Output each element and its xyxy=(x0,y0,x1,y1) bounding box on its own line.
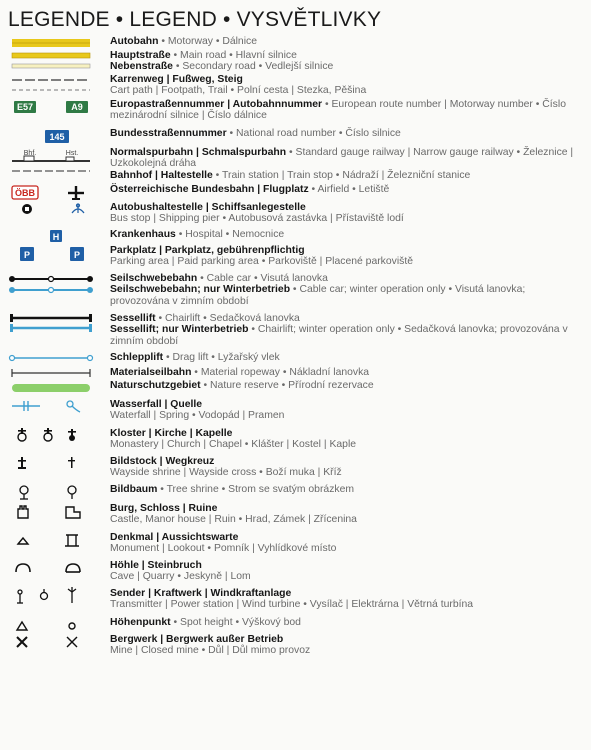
legend-label-translation: • Secondary road • Vedlejší silnice xyxy=(172,61,334,73)
badge-e57: E57 xyxy=(16,102,34,112)
legend-label-main: Hauptstraße xyxy=(110,50,171,61)
legend-line xyxy=(110,571,584,582)
legend-label-main: Höhenpunkt xyxy=(110,617,171,628)
legend-label-main: Autobahn xyxy=(110,36,159,47)
legend-entry-text xyxy=(110,229,584,240)
legend-entry-castle xyxy=(0,503,591,532)
legend-line xyxy=(110,61,584,72)
chairlift-symbol-icon xyxy=(10,313,94,352)
legend-entry-transmitter xyxy=(0,588,591,617)
legend-title: LEGENDE • LEGEND • VYSVĚTLIVKY xyxy=(8,8,382,31)
legend-label-main: Bahnhof | Haltestelle xyxy=(110,169,213,181)
legend-entry-text xyxy=(110,99,584,122)
legend-label-main: Sessellift; nur Winterbetrieb xyxy=(110,324,249,336)
spot-height-symbol-icon xyxy=(10,617,94,634)
legend-line xyxy=(110,367,584,378)
legend-entry-main-road xyxy=(0,50,591,74)
legend-label-main: Materialseilbahn xyxy=(110,367,192,378)
legend-line xyxy=(110,229,584,240)
legend-label-main: Seilschwebebahn; nur Winterbetrieb xyxy=(110,284,291,296)
legend-line xyxy=(110,617,584,628)
legend-entry-text xyxy=(110,352,584,363)
legend-label-translation: Monastery | Church | Chapel • Klášter | Kostel | Kaple xyxy=(110,439,357,451)
cable-car-symbol-icon xyxy=(10,273,94,313)
legend-line xyxy=(110,439,584,450)
motorway-symbol-icon xyxy=(10,36,94,50)
legend-label-main: Autobushaltestelle | Schiffsanlegestelle xyxy=(110,202,306,213)
legend-label-translation: • Motorway • Dálnice xyxy=(158,36,257,47)
legend-label-main: Bergwerk | Bergwerk außer Betrieb xyxy=(110,634,284,645)
legend-line xyxy=(110,184,584,195)
legend-label-translation: Cave | Quarry • Jeskyně | Lom xyxy=(110,571,251,583)
legend-entry-text xyxy=(110,588,584,611)
parking-symbol-icon xyxy=(10,245,94,273)
legend-entry-national-road xyxy=(0,128,591,147)
legend-label-translation: • Drag lift • Lyžařský vlek xyxy=(163,352,280,363)
legend-line xyxy=(110,245,584,256)
legend-line xyxy=(110,410,584,421)
legend-label-main: Nebenstraße xyxy=(110,61,173,73)
legend-entry-mine xyxy=(0,634,591,660)
national-road-symbol-icon xyxy=(10,128,94,147)
legend-entry-spot-height xyxy=(0,617,591,634)
legend-line xyxy=(110,128,584,139)
legend-entry-text xyxy=(110,74,584,97)
legend-line xyxy=(110,213,584,224)
legend-entry-railway xyxy=(0,147,591,184)
legend-entry-wayside-shrine xyxy=(0,456,591,484)
legend-label-translation: • Airfield • Letiště xyxy=(308,184,390,195)
legend-entry-monument xyxy=(0,532,591,560)
legend-line xyxy=(110,313,584,324)
legend-label-translation: Monument | Lookout • Pomník | Vyhlídkové místo xyxy=(110,543,337,555)
legend-label-main: Sessellift xyxy=(110,313,156,324)
legend-line xyxy=(110,503,584,514)
legend-line xyxy=(110,467,584,478)
legend-entry-nature-reserve xyxy=(0,380,591,399)
legend-label-translation: • Standard gauge railway | Narrow gauge railway • Železnice | Uzkokolejná dráha xyxy=(110,147,574,170)
legend-entry-text xyxy=(110,50,584,73)
legend-line xyxy=(110,284,584,307)
legend-entry-text xyxy=(110,36,584,47)
legend-line xyxy=(110,645,584,656)
legend-entry-text xyxy=(110,313,584,347)
legend-label-main: Bildbaum xyxy=(110,484,158,495)
legend-entry-text xyxy=(110,428,584,451)
legend-line xyxy=(110,324,584,347)
legend-label-main: Seilschwebebahn xyxy=(110,273,198,284)
svg-text:145: 145 xyxy=(49,132,65,142)
legend-label-translation: • Cable car; winter operation only • Visutá lanovka; provozována v zimním období xyxy=(110,284,526,307)
legend-label-main: Österreichische Bundesbahn | Flugplatz xyxy=(110,184,309,195)
nature-reserve-symbol-icon xyxy=(10,380,94,399)
legend-entry-tree-shrine xyxy=(0,484,591,503)
legend-entry-cart-path xyxy=(0,74,591,99)
legend-line xyxy=(110,202,584,213)
legend-entry-text xyxy=(110,399,584,422)
legend-line xyxy=(110,484,584,495)
legend-label-translation: Mine | Closed mine • Důl | Důl mimo provoz xyxy=(110,645,311,657)
legend-label-translation: Wayside shrine | Wayside cross • Boží muka | Kříž xyxy=(110,467,342,479)
legend-entry-text xyxy=(110,484,584,495)
legend-entry-text xyxy=(110,560,584,583)
legend-label-main: Burg, Schloss | Ruine xyxy=(110,503,218,514)
legend-entry-text xyxy=(110,634,584,657)
monastery-symbol-icon xyxy=(10,428,94,456)
legend-line xyxy=(110,99,584,122)
waterfall-symbol-icon xyxy=(10,399,94,428)
legend-line xyxy=(110,50,584,61)
legend-line xyxy=(110,256,584,267)
legend-label-main: Europastraßennummer | Autobahnnummer xyxy=(110,99,323,110)
legend-entry-parking xyxy=(0,245,591,273)
legend-line xyxy=(110,36,584,47)
road-number-symbol-icon xyxy=(10,99,94,128)
legend-label-main: Normalspurbahn | Schmalspurbahn xyxy=(110,147,287,158)
legend-line xyxy=(110,273,584,284)
cart-path-symbol-icon xyxy=(10,74,94,99)
svg-text:Hst.: Hst. xyxy=(65,150,79,157)
legend-label-main: Denkmal | Aussichtswarte xyxy=(110,532,239,543)
wayside-shrine-symbol-icon xyxy=(10,456,94,484)
legend-label-translation: Parking area | Paid parking area • Parkoviště | Placené parkoviště xyxy=(110,256,414,268)
legend-label-translation: • Chairlift; winter operation only • Sedačková lanovka; provozována v zimním období xyxy=(110,324,568,347)
legend-entry-text xyxy=(110,456,584,479)
legend-entry-text xyxy=(110,617,584,628)
legend-line xyxy=(110,85,584,96)
legend-label-main: Höhle | Steinbruch xyxy=(110,560,202,571)
legend-entry-text xyxy=(110,380,584,391)
legend-label-translation: Transmitter | Power station | Wind turbine • Vysílač | Elektrárna | Větrná turbína xyxy=(110,599,474,611)
legend-label-translation: • European route number | Motorway number • Číslo mezinárodní silnice | Číslo dálnice xyxy=(110,99,566,122)
legend-entry-text xyxy=(110,273,584,307)
legend-label-main: Sender | Kraftwerk | Windkraftanlage xyxy=(110,588,292,599)
legend-entry-text xyxy=(110,367,584,378)
legend-label-main: Krankenhaus xyxy=(110,229,176,240)
legend-entry-text xyxy=(110,128,584,139)
tree-shrine-symbol-icon xyxy=(10,484,94,503)
railway-symbol-icon xyxy=(10,147,94,184)
main-road-symbol-icon xyxy=(10,50,94,74)
legend-entry-motorway xyxy=(0,36,591,50)
legend-label-translation: • Spot height • Výškový bod xyxy=(170,617,301,628)
legend-label-translation: • Chairlift • Sedačková lanovka xyxy=(155,313,300,324)
legend-line xyxy=(110,352,584,363)
legend-label-translation: Waterfall | Spring • Vodopád | Pramen xyxy=(110,410,285,422)
legend-line xyxy=(110,147,584,170)
material-ropeway-symbol-icon xyxy=(10,367,94,380)
legend-label-main: Bildstock | Wegkreuz xyxy=(110,456,215,467)
legend-entry-chairlift xyxy=(0,313,591,352)
legend-entry-cave xyxy=(0,560,591,588)
legend-label-translation: • Tree shrine • Strom se svatým obrázkem xyxy=(157,484,355,495)
legend-label-translation: • Train station | Train stop • Nádraží | Železniční stanice xyxy=(212,169,471,181)
legend-label-translation: Castle, Manor house | Ruin • Hrad, Zámek | Zřícenina xyxy=(110,514,357,526)
transmitter-symbol-icon xyxy=(10,588,94,617)
legend-line xyxy=(110,514,584,525)
oebb-symbol-icon xyxy=(10,184,94,202)
legend-line xyxy=(110,399,584,410)
legend-entry-road-number xyxy=(0,99,591,128)
legend-line xyxy=(110,170,584,181)
legend-entry-drag-lift xyxy=(0,352,591,367)
legend-label-main: Wasserfall | Quelle xyxy=(110,399,203,410)
legend-entry-text xyxy=(110,147,584,181)
svg-text:A9: A9 xyxy=(71,102,83,112)
legend-entry-text xyxy=(110,184,584,195)
legend-entry-hospital xyxy=(0,229,591,245)
legend-label-translation: Bus stop | Shipping pier • Autobusová zastávka | Přístaviště lodí xyxy=(110,213,404,225)
legend-line xyxy=(110,428,584,439)
mine-symbol-icon xyxy=(10,634,94,660)
legend-line xyxy=(110,588,584,599)
legend-label-main: Kloster | Kirche | Kapelle xyxy=(110,428,233,439)
svg-text:ÖBB: ÖBB xyxy=(15,188,35,198)
legend-entry-text xyxy=(110,245,584,268)
legend-line xyxy=(110,74,584,85)
legend-entry-waterfall xyxy=(0,399,591,428)
legend-label-translation: • National road number • Číslo silnice xyxy=(226,128,401,139)
svg-text:H: H xyxy=(52,232,60,242)
svg-text:P: P xyxy=(73,250,81,260)
legend-line xyxy=(110,543,584,554)
castle-symbol-icon xyxy=(10,503,94,532)
legend-entry-text xyxy=(110,503,584,526)
legend-label-main: Karrenweg | Fußweg, Steig xyxy=(110,74,243,85)
legend-line xyxy=(110,560,584,571)
legend-label-main: Parkplatz | Parkplatz, gebührenpflichtig xyxy=(110,245,305,256)
legend-label-main: Schlepplift xyxy=(110,352,164,363)
legend-label-translation: • Hospital • Nemocnice xyxy=(175,229,285,240)
legend-label-translation: • Cable car • Visutá lanovka xyxy=(197,273,328,284)
legend-label-main: Bundesstraßennummer xyxy=(110,128,227,139)
legend-entry-text xyxy=(110,202,584,225)
svg-text:P: P xyxy=(23,250,31,260)
legend-line xyxy=(110,380,584,391)
legend-line xyxy=(110,599,584,610)
svg-text:Bhf.: Bhf. xyxy=(23,150,37,157)
legend-line xyxy=(110,532,584,543)
hospital-symbol-icon xyxy=(10,229,94,245)
legend-entry-text xyxy=(110,532,584,555)
drag-lift-symbol-icon xyxy=(10,352,94,367)
legend-entry-oebb xyxy=(0,184,591,202)
legend-entry-material-ropeway xyxy=(0,367,591,380)
legend-label-translation: • Material ropeway • Nákladní lanovka xyxy=(191,367,370,378)
bus-stop-symbol-icon xyxy=(10,202,94,229)
legend-entry-bus-stop xyxy=(0,202,591,229)
legend-label-translation: • Main road • Hlavní silnice xyxy=(170,50,297,61)
legend-entry-cable-car xyxy=(0,273,591,313)
legend-list xyxy=(0,36,591,660)
cave-symbol-icon xyxy=(10,560,94,588)
legend-label-translation: • Nature reserve • Přírodní rezervace xyxy=(200,380,374,391)
monument-symbol-icon xyxy=(10,532,94,560)
legend-entry-monastery xyxy=(0,428,591,456)
legend-line xyxy=(110,456,584,467)
legend-label-main: Naturschutzgebiet xyxy=(110,380,201,391)
legend-label-translation: Cart path | Footpath, Trail • Polní cesta | Stezka, Pěšina xyxy=(110,85,367,97)
legend-line xyxy=(110,634,584,645)
